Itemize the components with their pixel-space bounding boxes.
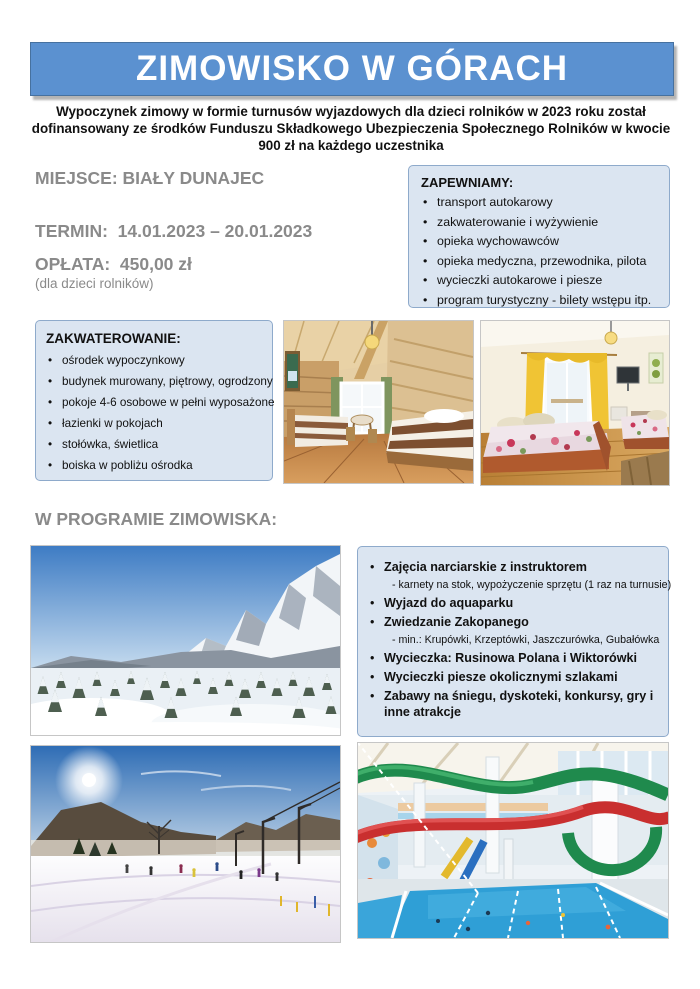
bullet-icon: • <box>370 651 375 665</box>
list-item <box>46 413 268 434</box>
list-item <box>46 371 273 392</box>
we-provide-title: ZAPEWNIAMY: <box>421 175 514 190</box>
list-item <box>46 434 268 455</box>
bullet-icon: • <box>48 417 53 430</box>
program-item-label: Wycieczki piesze okolicznymi szlakami <box>384 670 618 684</box>
list-item <box>421 232 661 252</box>
list-item-label: wycieczki autokarowe i piesze <box>437 273 603 287</box>
list-item-label: stołówka, świetlica <box>62 438 159 451</box>
accommodation-box <box>35 320 273 481</box>
program-item-label: Zwiedzanie Zakopanego <box>384 615 529 629</box>
intro-text: Wypoczynek zimowy w formie turnusów wyjazdowych dla dzieci rolników w 2023 roku został dofinansowany ze środków Funduszu Składkowego Ubezpieczenia Społecznego Rolników w kwocie 900 zł na każdego uczestnika <box>31 104 671 153</box>
we-provide-box <box>408 165 670 308</box>
fee-note: (dla dzieci rolników) <box>35 276 154 291</box>
mountains-photo <box>30 545 341 736</box>
list-item-label: zakwaterowanie i wyżywienie <box>437 214 599 229</box>
bullet-icon: • <box>423 253 428 268</box>
list-item <box>421 213 661 233</box>
bullet-icon: • <box>48 459 53 472</box>
program-item <box>368 614 662 630</box>
date-line: TERMIN: 14.01.2023 – 20.01.2023 <box>35 221 313 241</box>
list-item-label: pokoje 4-6 osobowe w pełni wyposażone <box>62 396 275 409</box>
list-item <box>421 291 661 311</box>
program-box <box>357 546 672 737</box>
list-item-label: ośrodek wypoczynkowy <box>62 354 185 367</box>
program-item-sub: - karnety na stok, wypożyczenie sprzętu (1 raz na turnusie) <box>392 579 672 591</box>
bullet-icon: • <box>370 670 375 684</box>
list-item-label: opieka wychowawców <box>437 234 559 248</box>
fee-line: OPŁATA: 450,00 zł <box>35 254 192 274</box>
bullet-icon: • <box>423 292 428 307</box>
program-item-label: Zajęcia narciarskie z instruktorem <box>384 560 587 574</box>
list-item-label: transport autokarowy <box>437 195 553 209</box>
place-line: MIEJSCE: BIAŁY DUNAJEC <box>35 168 265 188</box>
bullet-icon: • <box>423 214 428 229</box>
page-title: ZIMOWISKO W GÓRACH <box>135 49 569 88</box>
program-item <box>368 559 662 575</box>
room-wooden-photo <box>283 320 474 484</box>
bullet-icon: • <box>423 195 428 209</box>
bullet-icon: • <box>48 354 53 367</box>
title-banner <box>30 42 674 96</box>
program-item-label: Wyjazd do aquaparku <box>384 596 514 610</box>
list-item <box>46 350 268 371</box>
bullet-icon: • <box>370 596 375 610</box>
bullet-icon: • <box>48 438 53 451</box>
accommodation-title: ZAKWATEROWANIE: <box>46 331 181 346</box>
list-item <box>421 193 661 213</box>
program-item-label: Zabawy na śniegu, dyskoteki, konkursy, gry i inne atrakcje <box>384 689 654 719</box>
list-item-label: opieka medyczna, przewodnika, pilota <box>437 253 647 268</box>
bullet-icon: • <box>423 273 428 287</box>
program-item <box>368 688 662 720</box>
list-item <box>421 271 661 291</box>
list-item-label: łazienki w pokojach <box>62 417 163 430</box>
list-item-label: boiska w pobliżu ośrodka <box>62 459 193 472</box>
aquapark-photo <box>357 742 669 939</box>
list-item <box>46 455 268 476</box>
program-item-label: Wycieczka: Rusinowa Polana i Wiktorówki <box>384 651 637 665</box>
bullet-icon: • <box>48 375 53 388</box>
program-item-sub: - min.: Krupówki, Krzeptówki, Jaszczurówka, Gubałówka <box>392 634 660 646</box>
list-item-label: program turystyczny - bilety wstępu itp. <box>437 292 652 307</box>
bullet-icon: • <box>48 396 53 409</box>
list-item <box>421 252 661 272</box>
program-item <box>368 595 662 611</box>
room-bright-photo <box>480 320 670 486</box>
bullet-icon: • <box>423 234 428 248</box>
bullet-icon: • <box>370 560 375 574</box>
list-item <box>46 392 275 413</box>
bullet-icon: • <box>370 615 375 629</box>
list-item-label: budynek murowany, piętrowy, ogrodzony <box>62 375 273 388</box>
program-heading: W PROGRAMIE ZIMOWISKA: <box>35 509 278 529</box>
bullet-icon: • <box>370 689 375 703</box>
ski-slope-photo <box>30 745 341 943</box>
program-item <box>368 669 662 685</box>
program-item <box>368 650 662 666</box>
